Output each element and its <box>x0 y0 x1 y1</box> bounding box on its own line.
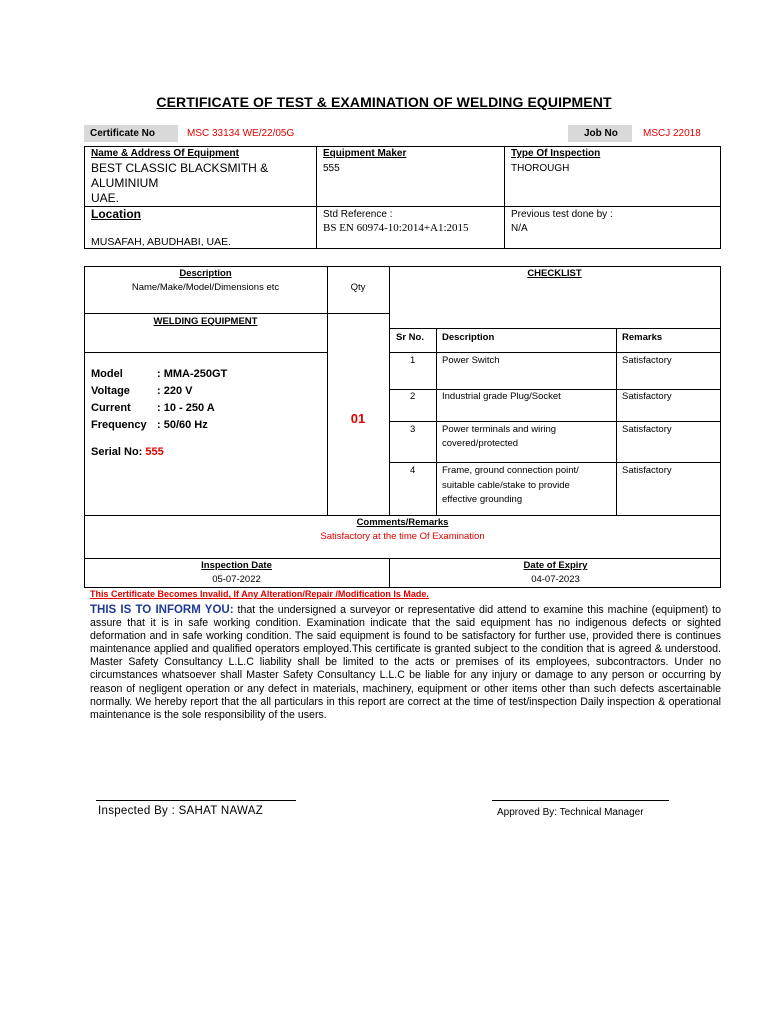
description-header: Description <box>179 268 232 279</box>
equipment-maker-label: Equipment Maker <box>323 148 407 159</box>
expiry-date-value: 04-07-2023 <box>531 574 580 585</box>
comments-value: Satisfactory at the time Of Examination <box>320 531 485 542</box>
inspection-date-value: 05-07-2022 <box>212 574 261 585</box>
checklist-col-sr: Sr No. <box>396 332 424 343</box>
inspection-type-value: THOROUGH <box>511 163 570 174</box>
equipment-title: WELDING EQUIPMENT <box>153 316 258 327</box>
spec-row-model: Model : MMA-250GT <box>91 368 228 380</box>
statement-body: that the undersigned a surveyor or representative did attend to examine this machine (equipment) to assure that it is in safe working condition. Examination indicate that the said equipment has no indigenous defects or sighted deformation and in safe working condition. The said equipment is found to be satisfactory for further use, provided there is continues maintenance applied and qualified operators employed.This certificate is granted subject to the condition that is agreed & understood. Master Safety Consultancy L.L.C liability shall be limited to the acts or premises of its employees, subcontractors. Under no circumstances whatsoever shall Master Safety Consultancy L.L.C be liable for any injury or damage to any person or occurring by reason of negligent operation or any defect in materials, machinery, equipment or other items other than such defects ascertainable normally. We hereby report that the all particulars in this report are correct at the time of test/inspection Daily inspection & operational maintenance is the sole responsibility of the users. <box>90 604 722 721</box>
equipment-maker-value: 555 <box>323 163 340 174</box>
checklist-row-description-cont: effective grounding <box>442 494 523 505</box>
spec-row-frequency: Frequency : 50/60 Hz <box>91 419 208 431</box>
statement-paragraph <box>90 604 721 722</box>
qty-value: 01 <box>350 411 366 426</box>
serial-no <box>91 446 164 458</box>
checklist-row-remarks: Satisfactory <box>622 355 672 366</box>
previous-test-label: Previous test done by : <box>511 209 613 220</box>
expiry-date-label: Date of Expiry <box>523 560 588 571</box>
job-no-label: Job No <box>568 125 632 142</box>
checklist-row-description: Industrial grade Plug/Socket <box>442 391 561 402</box>
inspection-date-label: Inspection Date <box>201 560 272 571</box>
comments-label: Comments/Remarks <box>356 517 449 528</box>
spec-row-current: Current : 10 - 250 A <box>91 402 215 414</box>
checklist-row-remarks: Satisfactory <box>622 465 672 476</box>
qty-header: Qty <box>350 282 366 293</box>
checklist-row-remarks: Satisfactory <box>622 424 672 435</box>
job-no-value: MSCJ 22018 <box>643 128 701 139</box>
approver-signature-line <box>492 800 669 801</box>
checklist-row-description: Power Switch <box>442 355 500 366</box>
location-label: Location <box>91 207 141 221</box>
inspected-by: Inspected By : SAHAT NAWAZ <box>98 805 264 817</box>
std-reference-label: Std Reference : <box>323 209 393 220</box>
name-address-line-1: BEST CLASSIC BLACKSMITH & <box>91 161 269 175</box>
certificate-no-value: MSC 33134 WE/22/05G <box>187 128 295 139</box>
name-address-label: Name & Address Of Equipment <box>91 148 239 159</box>
serial-no-value: 555 <box>145 446 164 458</box>
checklist-row-description: Frame, ground connection point/ <box>442 465 579 476</box>
std-reference-value: BS EN 60974-10:2014+A1:2015 <box>323 222 469 234</box>
description-subheader: Name/Make/Model/Dimensions etc <box>131 282 280 293</box>
checklist-row-description-cont: covered/protected <box>442 438 519 449</box>
name-address-line-3: UAE. <box>91 191 120 205</box>
inspector-signature-line <box>96 800 296 801</box>
checklist-title: CHECKLIST <box>527 268 582 279</box>
approved-by: Approved By: Technical Manager <box>497 807 644 818</box>
inspection-type-label: Type Of Inspection <box>511 148 601 159</box>
equipment-specs <box>91 366 227 434</box>
checklist-row-remarks: Satisfactory <box>622 391 672 402</box>
location-value: MUSAFAH, ABUDHABI, UAE. <box>91 236 232 248</box>
checklist-col-remarks: Remarks <box>622 332 663 343</box>
certificate-no-label: Certificate No <box>84 125 178 142</box>
checklist-row-description-cont: suitable cable/stake to provide <box>442 480 570 491</box>
serial-no-label: Serial No: <box>91 446 146 458</box>
spec-row-voltage: Voltage : 220 V <box>91 385 193 397</box>
checklist-row-description: Power terminals and wiring <box>442 424 557 435</box>
page-title: CERTIFICATE OF TEST & EXAMINATION OF WELDING EQUIPMENT <box>156 94 612 110</box>
invalidity-warning: This Certificate Becomes Invalid, If Any Alteration/Repair /Modification Is Made. <box>90 589 429 599</box>
statement-lead: THIS IS TO INFORM YOU: <box>90 604 234 616</box>
previous-test-value: N/A <box>511 223 528 234</box>
name-address-line-2: ALUMINIUM <box>91 176 159 190</box>
checklist-col-description: Description <box>442 332 495 343</box>
